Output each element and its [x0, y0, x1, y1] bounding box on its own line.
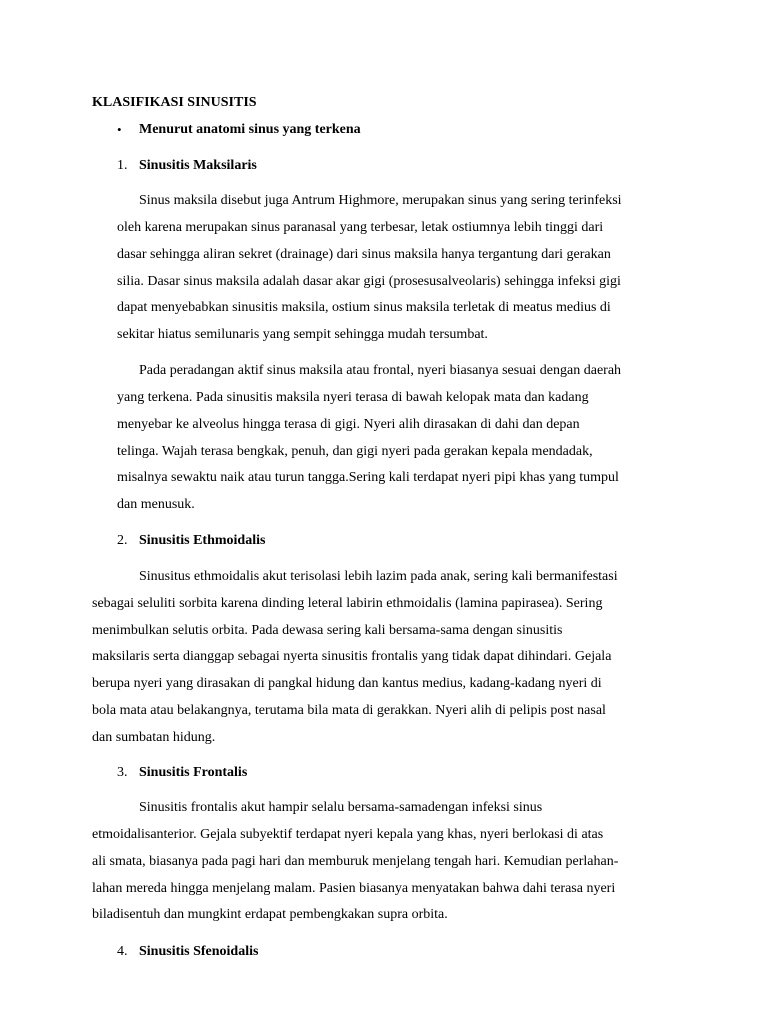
paragraph-line: telinga. Wajah terasa bengkak, penuh, dan gigi nyeri pada gerakan kepala mendadak, — [117, 444, 593, 459]
section-heading: Sinusitis Sfenoidalis — [139, 944, 259, 959]
paragraph-line: sebagai seluliti sorbita karena dinding leteral labirin ethmoidalis (lamina papirasea). Sering — [92, 596, 603, 611]
paragraph-line: bola mata atau belakangnya, terutama bila mata di gerakkan. Nyeri alih di pelipis post nasal — [92, 703, 606, 718]
paragraph-line: misalnya sewaktu naik atau turun tangga.Sering kali terdapat nyeri pipi khas yang tumpul — [117, 470, 619, 485]
paragraph-line: Sinusitis frontalis akut hampir selalu bersama-samadengan infeksi sinus — [139, 800, 543, 815]
bullet-heading: Menurut anatomi sinus yang terkena — [139, 122, 361, 137]
section-number: 2. — [117, 533, 128, 548]
paragraph-line: biladisentuh dan mungkint erdapat pembengkakan supra orbita. — [92, 907, 448, 922]
paragraph-line: yang terkena. Pada sinusitis maksila nyeri terasa di bawah kelopak mata dan kadang — [117, 390, 589, 405]
paragraph-line: maksilaris serta dianggap sebagai nyerta sinusitis frontalis yang tidak dapat dihindari. Gejala — [92, 649, 612, 664]
paragraph-line: Pada peradangan aktif sinus maksila atau frontal, nyeri biasanya sesuai dengan daerah — [139, 363, 622, 378]
bullet-icon: • — [117, 122, 122, 137]
paragraph-line: dasar sehingga aliran sekret (drainage) dari sinus maksila hanya tergantung dari gerakan — [117, 247, 611, 262]
paragraph-line: dan sumbatan hidung. — [92, 730, 216, 745]
section-heading: Sinusitis Ethmoidalis — [139, 533, 266, 548]
paragraph-line: sekitar hiatus semilunaris yang sempit sehingga mudah tersumbat. — [117, 327, 488, 342]
paragraph-line: dan menusuk. — [117, 497, 195, 512]
section-heading: Sinusitis Frontalis — [139, 765, 248, 780]
section-number: 1. — [117, 158, 128, 173]
document-title: KLASIFIKASI SINUSITIS — [92, 95, 257, 110]
section-number: 3. — [117, 765, 128, 780]
paragraph-line: menyebar ke alveolus hingga terasa di gigi. Nyeri alih dirasakan di dahi dan depan — [117, 417, 580, 432]
paragraph-line: Sinusitus ethmoidalis akut terisolasi lebih lazim pada anak, sering kali bermanifestasi — [139, 569, 618, 584]
section-heading: Sinusitis Maksilaris — [139, 158, 257, 173]
paragraph-line: ali smata, biasanya pada pagi hari dan memburuk menjelang tengah hari. Kemudian perlahan- — [92, 854, 619, 869]
paragraph-line: Sinus maksila disebut juga Antrum Highmore, merupakan sinus yang sering terinfeksi — [139, 193, 622, 208]
paragraph-line: silia. Dasar sinus maksila adalah dasar akar gigi (prosesusalveolaris) sehingga infeksi gigi — [117, 274, 621, 289]
paragraph-line: dapat menyebabkan sinusitis maksila, ostium sinus maksila terletak di meatus medius di — [117, 300, 611, 315]
paragraph-line: berupa nyeri yang dirasakan di pangkal hidung dan kantus medius, kadang-kadang nyeri di — [92, 676, 602, 691]
section-number: 4. — [117, 944, 128, 959]
paragraph-line: lahan mereda hingga menjelang malam. Pasien biasanya menyatakan bahwa dahi terasa nyeri — [92, 881, 616, 896]
paragraph-line: menimbulkan selutis orbita. Pada dewasa sering kali bersama-sama dengan sinusitis — [92, 623, 563, 638]
paragraph-line: oleh karena merupakan sinus paranasal yang terbesar, letak ostiumnya lebih tinggi dari — [117, 220, 604, 235]
paragraph-line: etmoidalisanterior. Gejala subyektif terdapat nyeri kepala yang khas, nyeri berlokasi di atas — [92, 827, 604, 842]
